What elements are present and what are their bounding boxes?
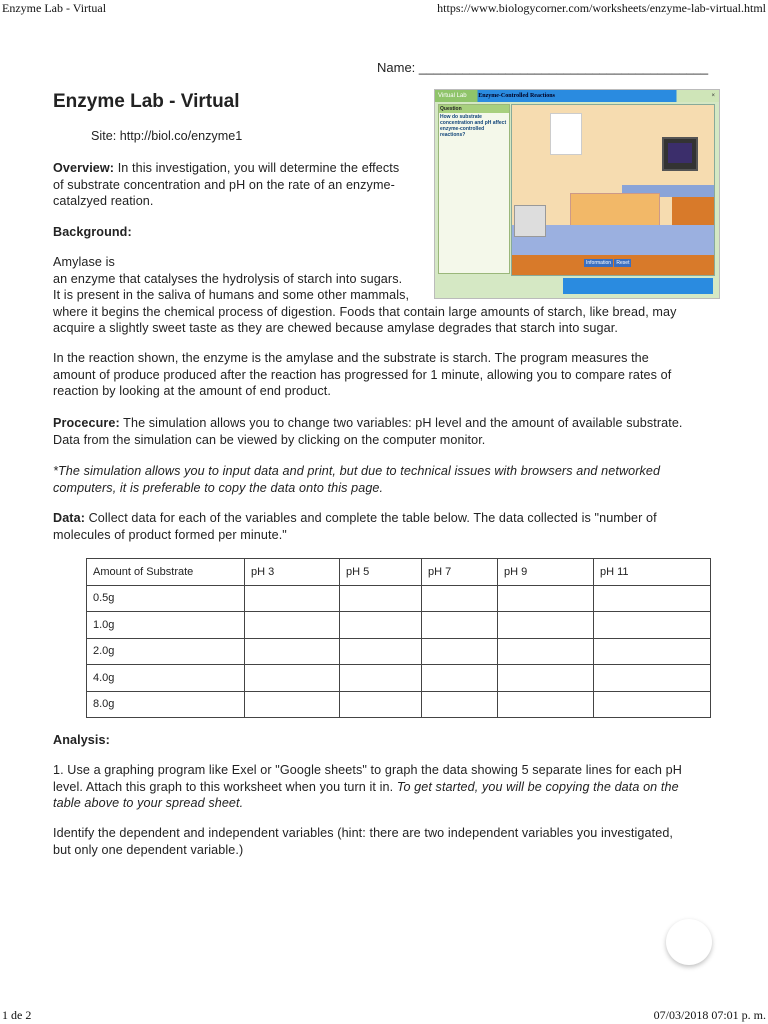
computer-monitor[interactable] [514, 205, 546, 237]
table-row [87, 665, 711, 692]
sim-titlebar [435, 90, 719, 102]
data-table [86, 558, 711, 718]
footer-datetime: 07/03/2018 07:01 p. m. [653, 1008, 766, 1022]
header-cell: pH 11 [594, 559, 711, 586]
data-cell[interactable] [594, 638, 711, 665]
row-label: 4.0g [87, 665, 245, 692]
analysis-heading: Analysis: [53, 733, 110, 747]
reaction-line: reaction by looking at the amount of end product. [53, 384, 331, 399]
data-cell[interactable] [340, 665, 422, 692]
reaction-line: amount of produce produced after the reaction has progressed for 1 minute, allowing you to compare rates of [53, 367, 672, 382]
name-field[interactable] [377, 60, 708, 75]
data-cell[interactable] [245, 691, 340, 718]
procedure-paragraph [53, 415, 683, 448]
amylase-line: Amylase is [53, 255, 115, 269]
note-paragraph [53, 463, 660, 496]
table-row [87, 612, 711, 639]
table-row [87, 691, 711, 718]
note-line: computers, it is preferable to copy the data onto this page. [53, 480, 384, 495]
data-cell[interactable] [422, 612, 498, 639]
sim-reset-button[interactable]: Reset [616, 260, 630, 266]
procedure-line: The simulation allows you to change two variables: pH level and the amount of available substrate. [119, 416, 683, 430]
site-label: Site: [91, 129, 117, 143]
header-cell: pH 3 [245, 559, 340, 586]
header-cell: Amount of Substrate [87, 559, 245, 586]
identify-line: Identify the dependent and independent variables (hint: there are two independent variables you investigated, [53, 826, 674, 840]
data-cell[interactable] [594, 585, 711, 612]
analysis-line-italic: table above to your spread sheet. [53, 796, 244, 811]
data-cell[interactable] [594, 612, 711, 639]
sim-brand: Virtual Lab [438, 93, 467, 99]
header-cell: pH 5 [340, 559, 422, 586]
data-cell[interactable] [340, 638, 422, 665]
data-cell[interactable] [498, 638, 594, 665]
sim-question-label: Question [439, 105, 509, 113]
reaction-paragraph [53, 350, 671, 400]
data-label: Data: [53, 511, 85, 525]
overview-line: of substrate concentration and pH on the rate of an enzyme- [53, 177, 395, 192]
sim-question: How do substrate concentration and pH affect enzyme-controlled reactions? [440, 114, 507, 138]
data-cell[interactable] [340, 691, 422, 718]
data-cell[interactable] [422, 691, 498, 718]
row-label: 8.0g [87, 691, 245, 718]
tv-monitor[interactable] [662, 137, 698, 171]
header-cell: pH 7 [422, 559, 498, 586]
name-blank: ________________________________________ [418, 60, 709, 75]
sim-scene [511, 104, 715, 276]
data-cell[interactable] [594, 665, 711, 692]
site-link[interactable]: http://biol.co/enzyme1 [119, 129, 243, 143]
table-row [87, 585, 711, 612]
header-cell: pH 9 [498, 559, 594, 586]
data-cell[interactable] [245, 585, 340, 612]
sim-sidebar [438, 104, 510, 274]
row-label: 2.0g [87, 638, 245, 665]
data-cell[interactable] [340, 585, 422, 612]
sim-information-button[interactable]: Information [586, 260, 612, 266]
data-paragraph [53, 510, 657, 543]
sim-title: Enzyme-Controlled Reactions [478, 93, 555, 99]
data-line: Collect data for each of the variables and complete the table below. The data collected is "number of [85, 511, 657, 525]
table-header-row [87, 559, 711, 586]
analysis-line: level. Attach this graph to this worksheet when you turn it in. [53, 779, 397, 794]
amylase-line: where it begins the chemical process of digestion. Foods that contain large amounts of starch, like bread, may [53, 304, 677, 319]
reaction-line: In the reaction shown, the enzyme is the amylase and the substrate is starch. The program measures the [53, 351, 649, 365]
data-cell[interactable] [340, 612, 422, 639]
floating-action-button[interactable] [666, 919, 712, 965]
overview-line: catalzyed reation. [53, 194, 154, 209]
data-cell[interactable] [245, 612, 340, 639]
data-cell[interactable] [422, 638, 498, 665]
overview-paragraph [53, 160, 399, 210]
procedure-line: Data from the simulation can be viewed by clicking on the computer monitor. [53, 432, 486, 447]
browser-header-title: Enzyme Lab - Virtual [2, 1, 107, 15]
procedure-label: Procecure: [53, 416, 120, 430]
identify-paragraph [53, 825, 673, 858]
note-line: *The simulation allows you to input data and print, but due to technical issues with browsers and networked [53, 464, 661, 478]
data-cell[interactable] [245, 665, 340, 692]
analysis-line-italic: To get started, you will be copying the data on the [396, 779, 679, 794]
close-icon: × [711, 93, 715, 99]
data-cell[interactable] [422, 665, 498, 692]
data-cell[interactable] [498, 612, 594, 639]
row-label: 0.5g [87, 585, 245, 612]
analysis-line: 1. Use a graphing program like Exel or "Google sheets" to graph the data showing 5 separate lines for each pH [53, 763, 682, 777]
data-cell[interactable] [594, 691, 711, 718]
data-line: molecules of product formed per minute." [53, 527, 287, 542]
data-cell[interactable] [422, 585, 498, 612]
site-line [91, 129, 242, 143]
row-label: 1.0g [87, 612, 245, 639]
data-cell[interactable] [498, 585, 594, 612]
footer-page: 1 de 2 [2, 1008, 32, 1022]
data-cell[interactable] [498, 665, 594, 692]
analysis-item-1 [53, 762, 682, 812]
browser-header-url[interactable]: https://www.biologycorner.com/worksheets/enzyme-lab-virtual.html [437, 1, 766, 15]
overview-line: In this investigation, you will determine the effects [114, 161, 400, 175]
table-row [87, 638, 711, 665]
amylase-line: It is present in the saliva of humans and some other mammals, [53, 288, 410, 303]
heart-poster [550, 113, 582, 155]
page-title: Enzyme Lab - Virtual [53, 91, 240, 112]
background-heading: Background: [53, 225, 132, 239]
amylase-line: an enzyme that catalyses the hydrolysis of starch into sugars. [53, 271, 403, 286]
identify-line: but only one dependent variable.) [53, 842, 244, 857]
data-cell[interactable] [245, 638, 340, 665]
amylase-line: acquire a slightly sweet taste as they are chewed because amylase degrades that starch into sugar. [53, 321, 618, 336]
amylase-paragraph [53, 254, 677, 337]
overview-label: Overview: [53, 161, 115, 175]
name-label: Name: [377, 60, 416, 75]
data-cell[interactable] [498, 691, 594, 718]
